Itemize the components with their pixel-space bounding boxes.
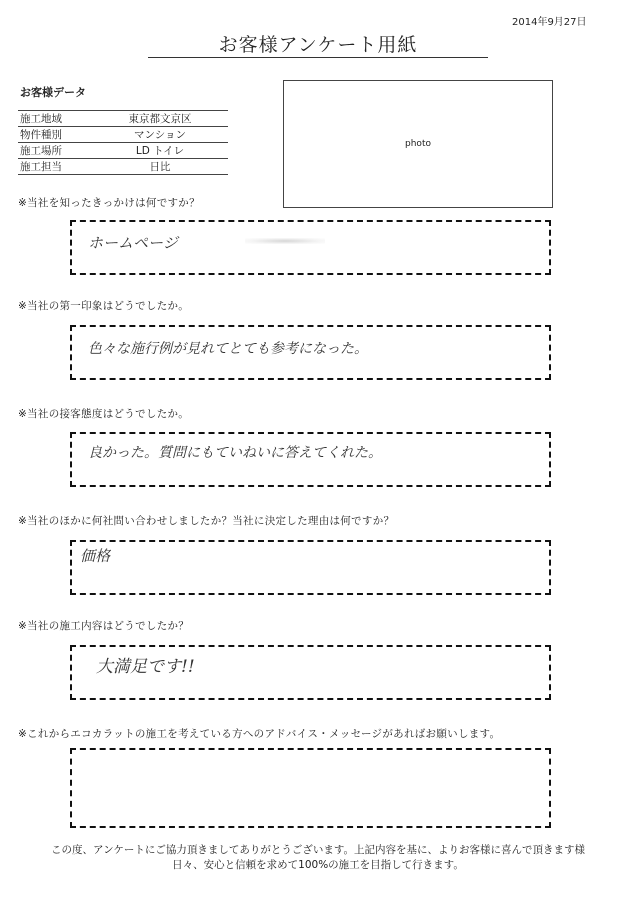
question-6: ※これからエコカラットの施工を考えている方へのアドバイス・メッセージがあればお願いします。: [18, 728, 501, 740]
table-row: [18, 159, 228, 175]
customer-data-heading: お客様データ: [20, 86, 86, 99]
question-1: ※当社を知ったきっかけは何ですか？: [18, 197, 200, 209]
table-row: [18, 143, 228, 159]
photo-label: photo: [405, 139, 431, 149]
answer-box-6: [70, 748, 551, 828]
closing-line-1: この度、アンケートにご協力頂きましてありがとうございます。上記内容を基に、よりお客様に喜んで頂きます様: [50, 844, 586, 856]
scan-smudge: [245, 238, 325, 244]
question-5: ※当社の施工内容はどうでしたか？: [18, 620, 190, 632]
row-label: 施工地域: [18, 111, 92, 127]
table-row: [18, 111, 228, 127]
table-row: [18, 127, 228, 143]
row-value: 東京都文京区: [92, 111, 228, 127]
closing-message: [0, 843, 636, 873]
photo-placeholder: [283, 80, 553, 208]
row-label: 施工担当: [18, 159, 92, 175]
survey-date: 2014年9月27日: [512, 17, 587, 28]
answer-2: 色々な施行例が見れてとても参考になった。: [88, 341, 368, 357]
answer-4: 価格: [80, 547, 111, 565]
answer-1: ホームページ: [88, 234, 178, 252]
closing-line-2: 日々、安心と信頼を求めて100%の施工を目指して行きます。: [172, 859, 464, 871]
title-underline: [148, 57, 488, 58]
question-4: ※当社のほかに何社問い合わせしましたか？当社に決定した理由は何ですか？: [18, 515, 395, 527]
page-title: お客様アンケート用紙: [218, 34, 418, 56]
row-label: 施工場所: [18, 143, 92, 159]
question-2: ※当社の第一印象はどうでしたか。: [18, 300, 190, 312]
row-value: マンション: [92, 127, 228, 143]
answer-3: 良かった。質問にもていねいに答えてくれた。: [88, 445, 382, 461]
answer-box-4: [70, 540, 551, 595]
question-3: ※当社の接客態度はどうでしたか。: [18, 408, 190, 420]
row-label: 物件種別: [18, 127, 92, 143]
customer-data-table: [18, 110, 228, 175]
row-value: 日比: [92, 159, 228, 175]
row-value: LD トイレ: [92, 143, 228, 159]
answer-5: 大満足です!!: [96, 657, 195, 677]
